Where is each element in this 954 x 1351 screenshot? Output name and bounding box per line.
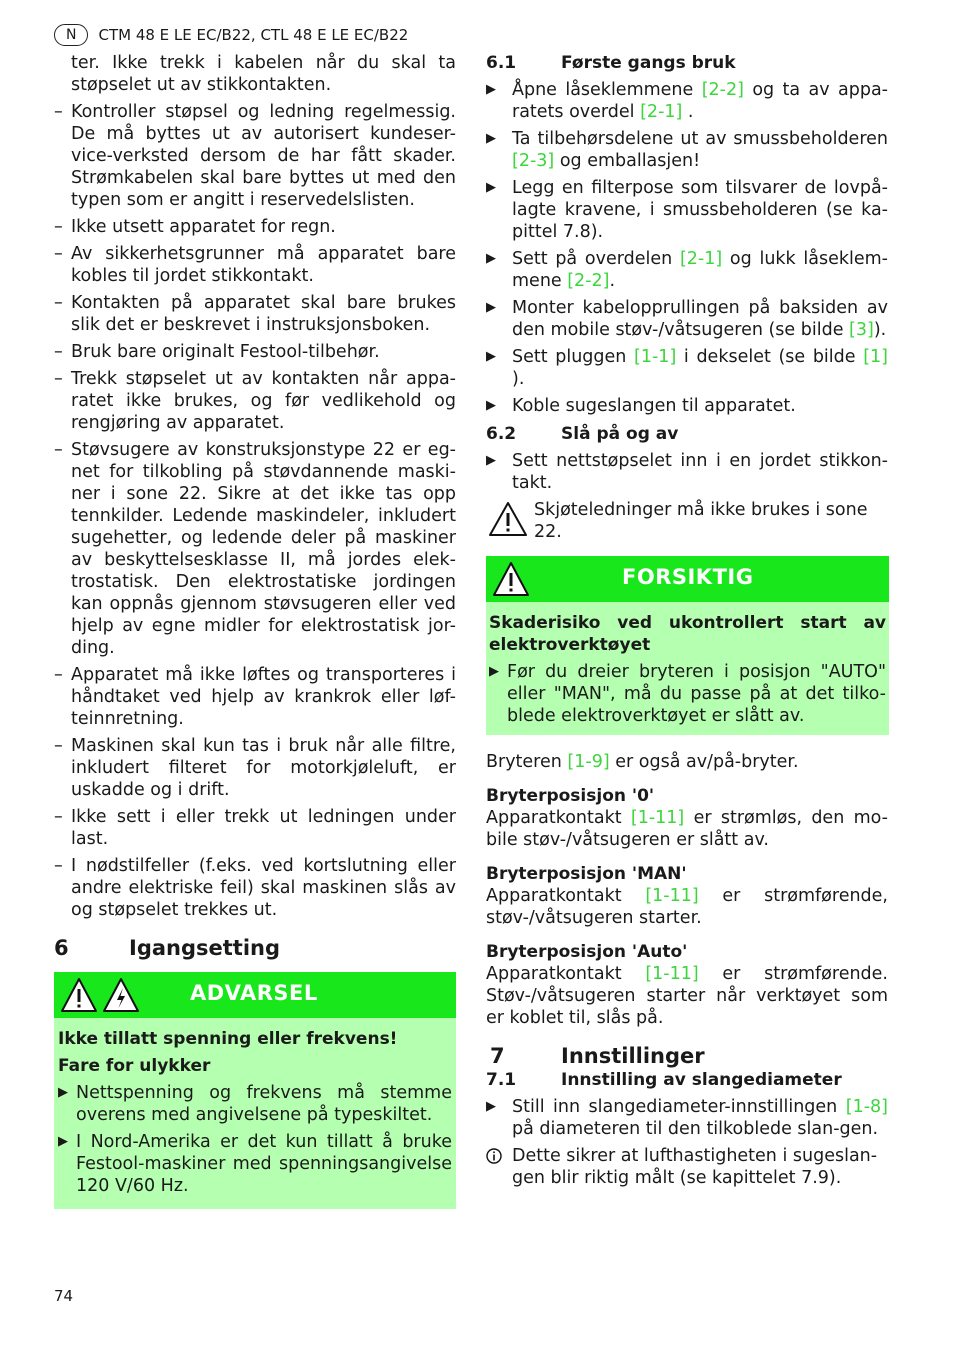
switch-pos-man-text [486,885,888,929]
caution-body [486,602,889,735]
text-fragment: ). [512,369,525,389]
arrow-right-icon: ▶ [489,664,499,679]
warning-triangle-icon [492,561,530,597]
text-fragment: ). [873,320,887,340]
text-fragment: Monter kabelopprullingen på baksiden av den mobile støv-/våtsugeren (se bilde [512,298,888,340]
section-6-2-heading [486,423,888,445]
step-item [486,450,888,494]
safety-item: – Ikke sett i eller trekk ut ledningen under last. [54,806,456,850]
text-fragment: Legg en filterpose som tilsvarer de lovpå-lagte kravene, i smussbeholderen (se ka-pittel 7.8). [512,178,888,242]
figure-reference: [1-1] [634,347,677,367]
intro-text: ter. Ikke trekk i kabelen når du skal ta støpselet ut av stikkontakten. [71,53,456,95]
section-number: 6.1 [486,53,517,73]
section-title: Innstilling av slangediameter [561,1070,842,1090]
arrow-right-icon: ▶ [486,453,496,468]
step-text [512,129,888,171]
switch-pos-man-heading: Bryterposisjon 'MAN' [486,864,687,884]
figure-reference: [2-1] [679,249,723,269]
switch-pos-0-text [486,807,888,851]
step-item [486,128,888,172]
warning-title: ADVARSEL [190,981,318,1005]
section-number: 7 [490,1044,505,1068]
step-text: Sett nettstøpselet inn i en jordet stikkon-takt. [512,451,888,493]
step-item [486,248,888,292]
text-fragment: Apparatkontakt [486,808,631,828]
figure-reference: [2-3] [512,151,555,171]
text-fragment: og ta av appa-ratets overdel [512,80,888,122]
info-text: Dette sikrer at lufthastigheten i sugeslan-gen blir riktig målt (se kapittelet 7.9). [512,1146,878,1188]
arrow-right-icon: ▶ [58,1085,68,1100]
section-7-heading [486,1043,888,1069]
arrow-right-icon: ▶ [486,1099,496,1114]
figure-reference: [1] [863,347,888,367]
text-fragment: er også av/på-bryter. [609,752,799,772]
text-fragment: Sett på overdelen [512,249,680,269]
arrow-right-icon: ▶ [486,349,496,364]
note-text: Skjøteledninger må ikke brukes i sone 22. [534,500,868,542]
zone-note [486,499,888,543]
page-header [54,24,408,46]
warning-subtitle: Ikke tillatt spenning eller frekvens! [58,1029,398,1049]
step-text [512,80,888,122]
text-fragment: Koble sugeslangen til apparatet. [512,396,796,416]
text-fragment: er strømløs, den mo-bile støv-/våtsugeren er slått av. [486,808,888,850]
safety-item: – Bruk bare originalt Festool-tilbehør. [54,341,456,363]
electric-hazard-icon [102,977,140,1013]
figure-reference: [1-11] [645,886,699,906]
step-text [512,347,888,389]
step-item [486,346,888,390]
warning-box [54,972,456,1209]
safety-item: – Maskinen skal kun tas i bruk når alle filtre, inkludert filteret for motorkjøleluft, er uskadde og i drift. [54,735,456,801]
caution-subtitle: Skaderisiko ved ukontrollert start av elektroverktøyet [489,613,886,655]
section-6-heading [54,935,456,961]
safety-item: – Av sikkerhetsgrunner må apparatet bare kobles til jordet stikkontakt. [54,243,456,287]
caution-header [486,556,889,602]
warning-hazard: Fare for ulykker [58,1056,211,1076]
text-fragment: Sett pluggen [512,347,635,367]
arrow-right-icon: ▶ [486,131,496,146]
section-6-1-heading [486,52,888,74]
text-fragment: er strømførende. Støv-/våtsugeren starter når verktøyet som er koblet til, slås på. [486,964,888,1028]
right-column [486,52,888,1189]
safety-item: – Apparatet må ikke løftes og transporteres i håndtaket ved hjelp av krankrok eller løf-teinnretning. [54,664,456,730]
text-fragment: . [682,102,694,122]
text-fragment: Still inn slangediameter-innstillingen [512,1097,846,1117]
section-7-1-heading [486,1069,888,1091]
left-column [54,52,456,1209]
safety-item: – Støvsugere av konstruksjonstype 22 er eg-net for tilkobling på støvdannende maski-ner i sone 22. Sikre at det ikke tas opp tennkilder. Ledende maskindeler, inkludert sugehetter, og ledende deler på maskiner av beskyttelsesklasse II, må jordes elek-trostatisk. Den elektrostatiske jordingen kan oppnås gjennom støvsugeren eller ved hjelp av egne midler for elektrostatisk jor-ding. [54,439,456,659]
warning-triangle-icon [488,501,528,537]
safety-item: – I nødstilfeller (f.eks. ved kortslutning eller andre elektriske feil) skal maskinen slås av og støpselet trekkes ut. [54,855,456,921]
caution-item [489,661,886,727]
section-title: Slå på og av [561,424,679,444]
arrow-right-icon: ▶ [486,398,496,413]
text-fragment: Apparatkontakt [486,964,646,984]
warning-body [54,1018,456,1209]
switch-intro [486,751,888,773]
section-title: Første gangs bruk [561,53,736,73]
safety-item: – Trekk støpselet ut av kontakten når appa-ratet ikke brukes, og før vedlikehold og rengjøring av apparatet. [54,368,456,434]
switch-pos-0-heading: Bryterposisjon '0' [486,786,655,806]
figure-reference: [2-2] [701,80,744,100]
section-number: 6.2 [486,424,517,444]
arrow-right-icon: ▶ [486,251,496,266]
step-item [486,297,888,341]
arrow-right-icon: ▶ [486,180,496,195]
step-text [512,1097,888,1139]
figure-reference: [2-2] [567,271,610,291]
warning-item [58,1082,452,1126]
step-text [512,178,888,242]
language-badge: N [54,24,88,46]
figure-reference: [1-11] [630,808,685,828]
caution-item-text: Før du dreier bryteren i posisjon "AUTO" eller "MAN", må du passe på at det tilko-blede elektroverktøyet er slått av. [507,662,886,726]
text-fragment: . [609,271,616,291]
figure-reference: [3] [849,320,874,340]
text-fragment: og lukk låseklem-mene [512,249,888,291]
section-number: 6 [54,936,69,960]
arrow-right-icon: ▶ [486,300,496,315]
arrow-right-icon: ▶ [58,1134,68,1149]
step-text [512,396,796,416]
text-fragment: på diameteren til den tilkoblede slan-gen. [512,1119,879,1139]
step-item [486,1096,888,1140]
text-fragment: Åpne låseklemmene [512,80,702,100]
info-icon [486,1148,502,1164]
safety-list [54,101,456,921]
first-use-steps [486,79,888,417]
section-title: Igangsetting [129,936,280,960]
safety-item: – Kontakten på apparatet skal bare brukes slik det er beskrevet i instruksjonsboken. [54,292,456,336]
arrow-right-icon: ▶ [486,82,496,97]
step-item [486,177,888,243]
section-number: 7.1 [486,1070,517,1090]
section-title: Innstillinger [561,1044,705,1068]
warning-triangle-icon [60,977,98,1013]
step-item [486,395,888,417]
info-note [486,1145,888,1189]
figure-reference: [2-1] [640,102,683,122]
warning-header [54,972,456,1018]
figure-reference: [1-8] [845,1097,888,1117]
switch-pos-auto-heading: Bryterposisjon 'Auto' [486,942,688,962]
caution-box [486,556,889,735]
step-text [512,298,888,340]
figure-reference: [1-9] [567,752,610,772]
model-title: CTM 48 E LE EC/B22, CTL 48 E LE EC/B22 [98,26,409,44]
text-fragment: Apparatkontakt [486,886,646,906]
text-fragment: i dekselet (se bilde [676,347,864,367]
warning-item [58,1131,452,1197]
step-text [512,249,888,291]
safety-item: – Kontroller støpsel og ledning regelmessig. De må byttes ut av autorisert kundeser-vice-verksted dersom de har fått skader. Strømkabelen skal bare byttes ut med den typen som er angitt i reservedelslisten. [54,101,456,211]
step-item [486,79,888,123]
text-fragment: og emballasjen! [554,151,701,171]
text-fragment: er strømførende, støv-/våtsugeren starter. [486,886,888,928]
figure-reference: [1-11] [645,964,699,984]
text-fragment: Ta tilbehørsdelene ut av smussbeholderen [512,129,888,149]
page-number: 74 [54,1287,74,1305]
switch-pos-auto-text [486,963,888,1029]
text-fragment: Bryteren [486,752,568,772]
caution-title: FORSIKTIG [622,565,754,589]
warning-item-text: Nettspenning og frekvens må stemme overens med angivelsene på typeskiltet. [76,1083,452,1125]
warning-item-text: I Nord-Amerika er det kun tillatt å bruke Festool-maskiner med spenningsangivelse 120 V/60 Hz. [76,1132,452,1196]
safety-item: – Ikke utsett apparatet for regn. [54,216,456,238]
